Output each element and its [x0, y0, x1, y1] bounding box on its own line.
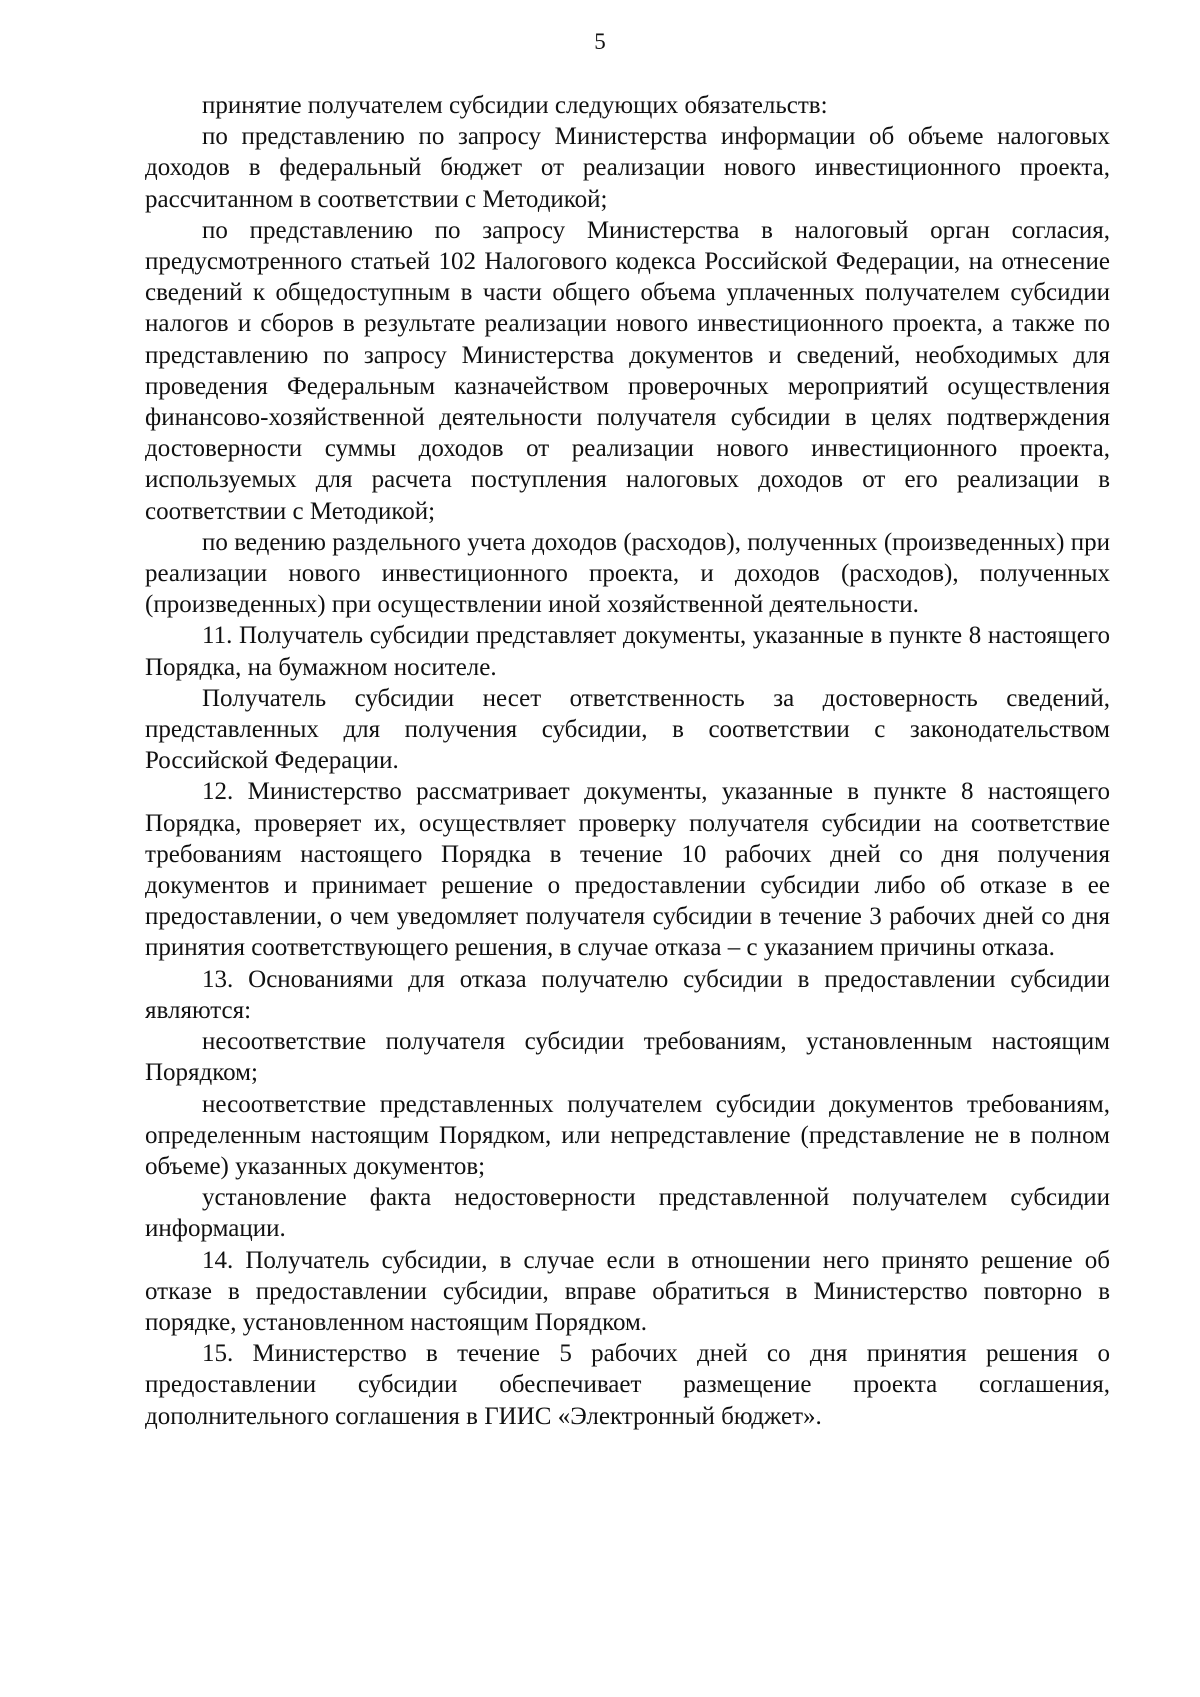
paragraph-clause-13: 13. Основаниями для отказа получателю субсидии в предоставлении субсидии являются:	[145, 965, 1110, 1024]
paragraph-clause-15: 15. Министерство в течение 5 рабочих дней со дня принятия решения о предоставлении субсидии обеспечивает размещение проекта соглашения, дополнительного соглашения в ГИИС «Электронный бюджет».	[145, 1340, 1110, 1430]
paragraph-responsibility: Получатель субсидии несет ответственность за достоверность сведений, представленных для получения субсидии, в соответствии с законодательством Российской Федерации.	[145, 684, 1110, 775]
paragraph-refusal-ground-2: несоответствие представленных получателем субсидии документов требованиям, определенным настоящим Порядком, или непредставление (представление не в полном объеме) указанных документов;	[145, 1090, 1110, 1180]
paragraph-clause-12: 12. Министерство рассматривает документы, указанные в пункте 8 настоящего Порядка, проверяет их, осуществляет проверку получателя субсидии на соответствие требованиям настоящего Порядка в течение 10 рабочих дней со дня получения документов и принимает решение о предоставлении субсидии либо об отказе в ее предоставлении, о чем уведомляет получателя субсидии в течение 3 рабочих дней со дня принятия соответствующего решения, в случае отказа – с указанием причины отказа.	[145, 778, 1110, 962]
paragraph-clause-11: 11. Получатель субсидии представляет документы, указанные в пункте 8 настоящего Порядка, на бумажном носителе.	[145, 622, 1110, 681]
page-number: 5	[594, 29, 606, 54]
document-body	[145, 90, 1110, 1432]
paragraph-refusal-ground-1: несоответствие получателя субсидии требованиям, установленным настоящим Порядком;	[145, 1028, 1110, 1087]
paragraph-clause-14: 14. Получатель субсидии, в случае если в отношении него принято решение об отказе в предоставлении субсидии, вправе обратиться в Министерство повторно в порядке, установленном настоящим Порядком.	[145, 1246, 1110, 1336]
paragraph-tax-consent: по представлению по запросу Министерства в налоговый орган согласия, предусмотренного статьей 102 Налогового кодекса Российской Федерации, на отнесение сведений к общедоступным в части общего объема уплаченных получателем субсидии налогов и сборов в результате реализации нового инвестиционного проекта, а также по представлению по запросу Министерства документов и сведений, необходимых для проведения Федеральным казначейством проверочных мероприятий осуществления финансово-хозяйственной деятельности получателя субсидии в целях подтверждения достоверности суммы доходов от реализации нового инвестиционного проекта, используемых для расчета поступления налоговых доходов от его реализации в соответствии с Методикой;	[145, 216, 1110, 525]
paragraph-separate-accounting: по ведению раздельного учета доходов (расходов), полученных (произведенных) при реализации нового инвестиционного проекта, и доходов (расходов), полученных (произведенных) при осуществлении иной хозяйственной деятельности.	[145, 528, 1110, 619]
paragraph-refusal-ground-3: установление факта недостоверности представленной получателем субсидии информации.	[145, 1184, 1110, 1243]
paragraph-tax-revenue-info: по представлению по запросу Министерства информации об объеме налоговых доходов в федеральный бюджет от реализации нового инвестиционного проекта, рассчитанном в соответствии с Методикой;	[145, 123, 1110, 213]
paragraph-obligations-intro: принятие получателем субсидии следующих обязательств:	[202, 92, 828, 119]
